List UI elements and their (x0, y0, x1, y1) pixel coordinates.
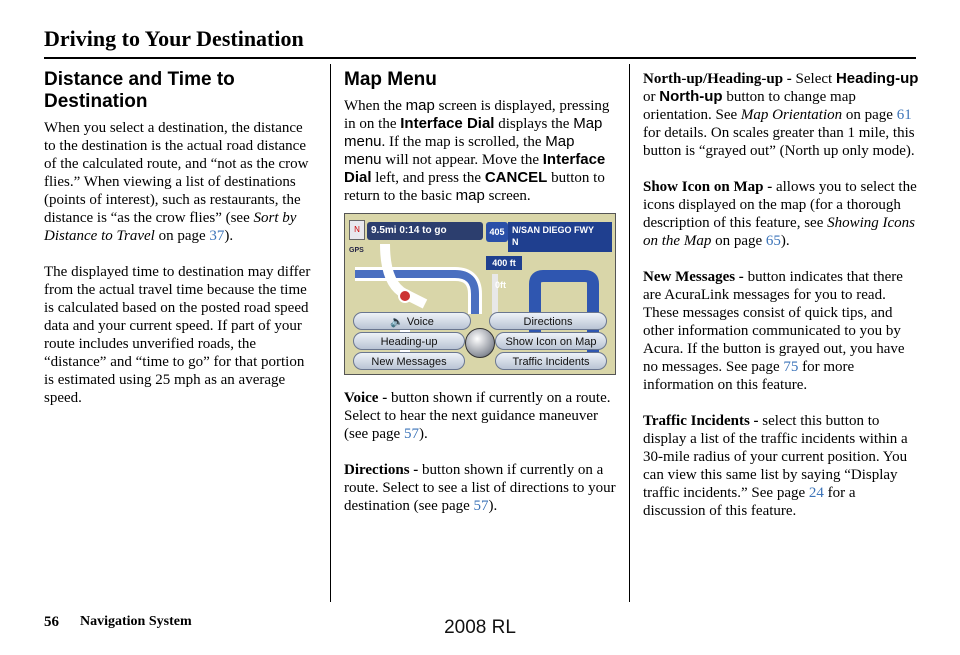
paragraph-new-messages (643, 268, 919, 394)
text: When you select a destination, the distance to the destination is the actual road distance of the calculated route, and “not as the crow flies.” When viewing a list of destinations (points of interest), such as restaurants, the distance is “as the crow flies” (see (44, 120, 309, 226)
freeway-name: N/SAN DIEGO FWY (512, 225, 595, 235)
term-north-up-button: North-up (659, 88, 723, 105)
route-shield-icon: 405 (486, 222, 508, 242)
text: button indicates that there are AcuraLink messages for you to read. These messages consist of quick tips, and other information communicated to you by Acura. If the button is grayed out, you have no messages. See page (643, 269, 905, 375)
text: on page (154, 228, 210, 244)
distance-bar-top: 0ft (495, 280, 506, 290)
term-north-up: North-up/Heading-up - (643, 71, 796, 87)
page-number: 56 (44, 614, 59, 630)
show-icon-on-map-button[interactable]: Show Icon on Map (495, 332, 607, 350)
section-title-map-menu: Map Menu (344, 69, 437, 90)
footer-title: Navigation System (80, 614, 192, 629)
page-link-57[interactable]: 57 (403, 426, 419, 442)
section-title-distance-time: Distance and Time to Destination (44, 69, 235, 112)
page-link-65[interactable]: 65 (765, 233, 781, 249)
voice-button[interactable] (353, 312, 471, 330)
text: on page (711, 233, 766, 249)
column-divider (330, 64, 331, 602)
text: . If the map is scrolled, the (381, 134, 546, 150)
ref-map-orientation: Map Orientation (740, 107, 843, 123)
term-directions: Directions - (344, 462, 423, 478)
text: left, and press the (371, 170, 485, 186)
paragraph-north-up (643, 70, 919, 160)
term-map-menu: Map menu (344, 133, 575, 168)
ref-showing-icons: Showing Icons on the Map (643, 215, 916, 249)
next-maneuver-distance: 400 ft (486, 256, 522, 270)
gps-indicator: GPS (349, 247, 364, 254)
to-go-label: to go (422, 225, 447, 236)
term-cancel: CANCEL (484, 169, 548, 186)
text: allows you to select the icons displayed on the map (for a thorough description of this feature, see (643, 179, 917, 231)
text: ). (488, 498, 498, 514)
paragraph-directions (344, 461, 616, 515)
text: Select (795, 71, 836, 87)
directions-button[interactable]: Directions (489, 312, 607, 330)
term-map-menu: Map menu (344, 115, 603, 150)
new-messages-button[interactable]: New Messages (353, 352, 465, 370)
freeway-sign (508, 222, 612, 252)
page-header-title: Driving to Your Destination (44, 26, 304, 51)
term-interface-dial: Interface Dial (344, 151, 606, 186)
distance-readout: 9.5mi (371, 225, 397, 236)
compass-icon: N (349, 220, 365, 240)
text: will not appear. Move the (381, 152, 543, 168)
column-divider (629, 64, 630, 602)
ref-sort-by-distance: Sort by Distance to Travel (44, 210, 297, 244)
column-menu-items (643, 64, 919, 538)
term-map: map (405, 97, 435, 114)
text: for a discussion of this feature. (643, 485, 856, 519)
text: or (643, 89, 660, 105)
time-readout: 0:14 (399, 225, 420, 236)
term-interface-dial: Interface Dial (400, 115, 495, 132)
paragraph-voice (344, 389, 616, 443)
term-new-messages: New Messages - (643, 269, 748, 285)
term-map: map (455, 187, 485, 204)
term-show-icon: Show Icon on Map - (643, 179, 776, 195)
freeway-direction: N (512, 237, 519, 247)
page-link-24[interactable]: 24 (808, 485, 824, 501)
page-link-37[interactable]: 37 (209, 228, 225, 244)
text: displays the (494, 116, 574, 132)
page-link-75[interactable]: 75 (783, 359, 799, 375)
traffic-incidents-button[interactable]: Traffic Incidents (495, 352, 607, 370)
heading-up-button[interactable]: Heading-up (353, 332, 465, 350)
text: for more information on this feature. (643, 359, 855, 393)
paragraph-time: The displayed time to destination may differ from the actual travel time because the time is calculated based on the posted road speed data and your current speed. If part of your route includes unverified roads, the “distance” and “time to go” for that portion is estimated using 25 mph as an average speed. (44, 264, 311, 406)
page-link-57[interactable]: 57 (473, 498, 489, 514)
column-distance-time (44, 64, 316, 425)
paragraph-distance (44, 119, 316, 245)
text: ). (780, 233, 790, 249)
text: button to return to the basic (344, 170, 605, 204)
text: button to change map orientation. See (643, 89, 856, 123)
map-menu-screenshot (344, 213, 616, 375)
text: screen is displayed, pressing in on the (344, 98, 610, 132)
column-map-menu (344, 64, 616, 533)
text: for details. On scales greater than 1 mile, this button is “grayed out” (North up only mode). (643, 125, 915, 159)
voice-label: Voice (406, 316, 434, 328)
speaker-icon: 🔈 (390, 316, 404, 328)
term-voice: Voice - (344, 390, 391, 406)
text: screen. (484, 188, 531, 204)
paragraph-traffic (643, 412, 919, 520)
term-traffic: Traffic Incidents - (643, 413, 763, 429)
text: button shown if currently on a route. Select to see a list of directions to your destination (see page (344, 462, 616, 514)
text: select this button to display a list of the traffic incidents within a 30-mile radius of your current position. You can view this same list by saying “Display traffic incidents.” See page (643, 413, 908, 501)
paragraph-map-menu-intro (344, 97, 616, 205)
term-heading-up: Heading-up (835, 70, 919, 87)
text: on page (842, 107, 897, 123)
watermark: 2008 RL (444, 617, 516, 638)
paragraph-show-icon (643, 178, 919, 250)
interface-dial-icon (465, 328, 495, 358)
page-link-61[interactable]: 61 (896, 107, 912, 123)
text: ). (418, 426, 428, 442)
text: ). (224, 228, 234, 244)
text: button shown if currently on a route. Select to hear the next guidance maneuver (see page (344, 390, 611, 442)
text: When the (344, 98, 406, 114)
header-rule (44, 57, 916, 59)
distance-time-readout (367, 222, 483, 240)
